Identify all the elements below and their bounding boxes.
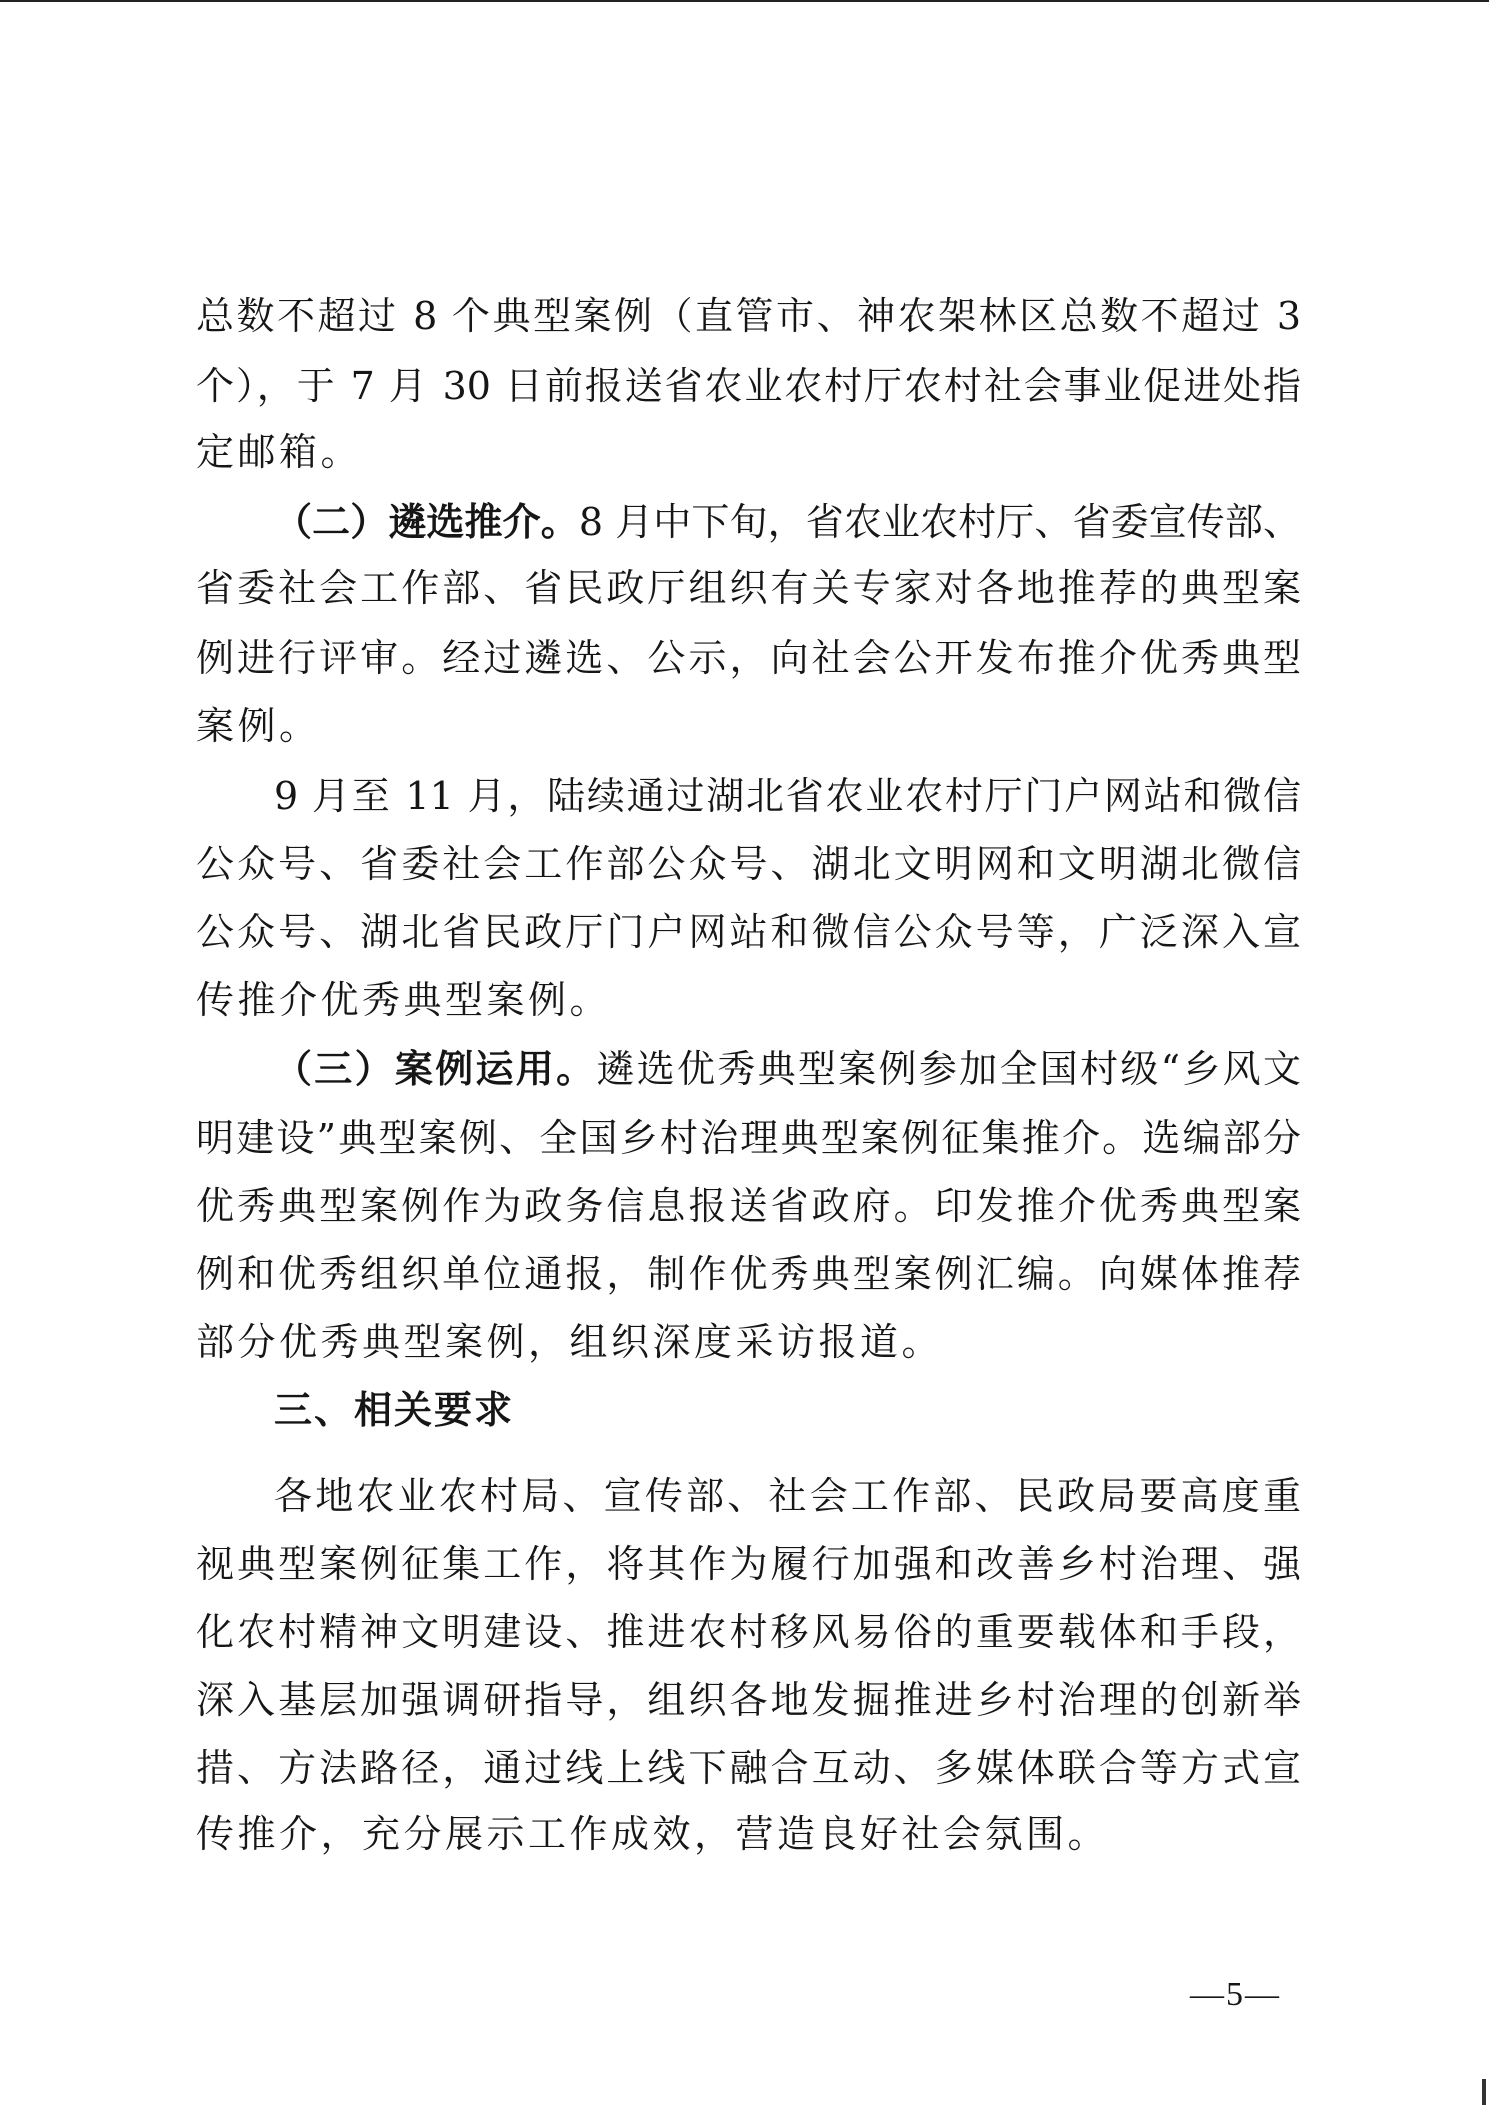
paragraph-first-line: 9 月至 11 月，陆续通过湖北省农业农村厅门户网站和微信 — [274, 774, 1301, 818]
paragraph-line: 总数不超过 8 个典型案例（直管市、神农架林区总数不超过 3 — [196, 294, 1301, 338]
paragraph-line: 部分优秀典型案例，组织深度采访报道。 — [196, 1320, 944, 1364]
paragraph-line: 深入基层加强调研指导，组织各地发掘推进乡村治理的创新举 — [196, 1678, 1301, 1722]
paragraph-line: 省委社会工作部、省民政厅组织有关专家对各地推荐的典型案 — [196, 566, 1301, 610]
paragraph-line: 视典型案例征集工作，将其作为履行加强和改善乡村治理、强 — [196, 1542, 1301, 1586]
paragraph-text: 8 月中下旬，省农业农村厅、省委宣传部、 — [578, 500, 1301, 544]
paragraph-line: 公众号、湖北省民政厅门户网站和微信公众号等，广泛深入宣 — [196, 910, 1301, 954]
page-number: —5— — [1190, 1976, 1281, 2013]
paragraph-line: 化农村精神文明建设、推进农村移风易俗的重要载体和手段， — [196, 1610, 1301, 1654]
paragraph-lead-in: （三）案例运用。 — [274, 1046, 597, 1091]
scan-edge-mark — [1482, 2079, 1486, 2105]
paragraph-line: 个），于 7 月 30 日前报送省农业农村厅农村社会事业促进处指 — [196, 364, 1301, 408]
paragraph-line: 传推介，充分展示工作成效，营造良好社会氛围。 — [196, 1812, 1110, 1856]
paragraph-line: 例和优秀组织单位通报，制作优秀典型案例汇编。向媒体推荐 — [196, 1252, 1301, 1296]
paragraph-line: 传推介优秀典型案例。 — [196, 978, 612, 1022]
paragraph-line: 案例。 — [196, 704, 321, 748]
paragraph-line: 定邮箱。 — [196, 430, 363, 474]
paragraph-line: 例进行评审。经过遴选、公示，向社会公开发布推介优秀典型 — [196, 636, 1301, 680]
paragraph-line: 明建设”典型案例、全国乡村治理典型案例征集推介。选编部分 — [196, 1116, 1301, 1160]
paragraph-line: 优秀典型案例作为政务信息报送省政府。印发推介优秀典型案 — [196, 1184, 1301, 1228]
paragraph-line: 措、方法路径，通过线上线下融合互动、多媒体联合等方式宣 — [196, 1746, 1301, 1790]
paragraph-line: 公众号、省委社会工作部公众号、湖北文明网和文明湖北微信 — [196, 842, 1301, 886]
paragraph-first-line: 各地农业农村局、宣传部、社会工作部、民政局要高度重 — [274, 1474, 1301, 1518]
paragraph-text: 遴选优秀典型案例参加全国村级“乡风文 — [596, 1047, 1301, 1091]
paragraph-lead-in: （二）遴选推介。 — [274, 499, 579, 544]
section-heading: 三、相关要求 — [274, 1388, 515, 1432]
paragraph-first-line — [274, 494, 1301, 550]
paragraph-first-line — [274, 1041, 1301, 1097]
